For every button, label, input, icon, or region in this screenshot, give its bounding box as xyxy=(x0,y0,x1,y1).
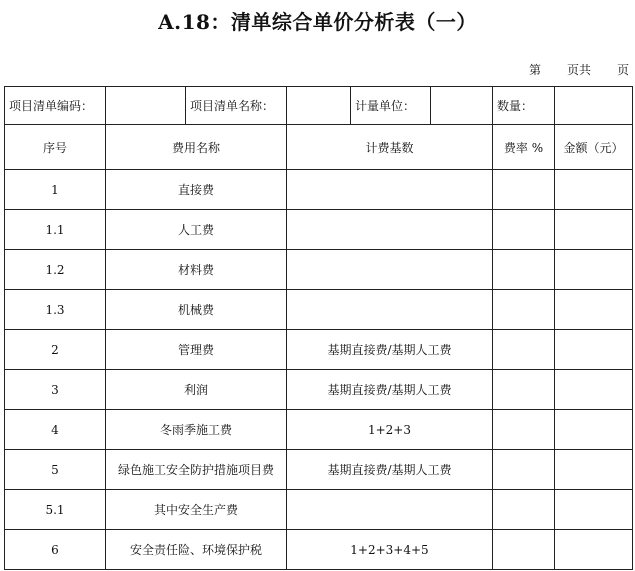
item-name-label: 项目清单名称： xyxy=(186,87,287,125)
row-rate[interactable] xyxy=(493,290,555,330)
row-no: 2 xyxy=(5,330,106,370)
row-amount[interactable] xyxy=(555,210,633,250)
table-row xyxy=(5,370,633,410)
row-amount[interactable] xyxy=(555,170,633,210)
row-no: 1.1 xyxy=(5,210,106,250)
info-row xyxy=(5,87,633,125)
row-fee-name: 人工费 xyxy=(106,210,287,250)
row-calc-base xyxy=(287,210,493,250)
row-rate[interactable] xyxy=(493,490,555,530)
row-amount[interactable] xyxy=(555,250,633,290)
page-label-ye-gong: 页共 xyxy=(566,63,591,77)
row-rate[interactable] xyxy=(493,450,555,490)
column-header-base: 计费基数 xyxy=(287,125,493,170)
row-fee-name: 冬雨季施工费 xyxy=(106,410,287,450)
quantity-value[interactable] xyxy=(555,87,633,125)
unit-price-analysis-table xyxy=(4,86,633,570)
row-amount[interactable] xyxy=(555,290,633,330)
row-fee-name: 机械费 xyxy=(106,290,287,330)
row-no: 1.3 xyxy=(5,290,106,330)
table-row xyxy=(5,290,633,330)
row-rate[interactable] xyxy=(493,210,555,250)
page-number-info xyxy=(529,61,629,78)
row-fee-name: 材料费 xyxy=(106,250,287,290)
table-row xyxy=(5,530,633,570)
table-row xyxy=(5,450,633,490)
item-code-label: 项目清单编码： xyxy=(5,87,106,125)
row-no: 5.1 xyxy=(5,490,106,530)
table-row xyxy=(5,250,633,290)
row-amount[interactable] xyxy=(555,490,633,530)
table-row xyxy=(5,170,633,210)
page-title: A.18：清单综合单价分析表（一） xyxy=(158,10,477,34)
table-row xyxy=(5,410,633,450)
row-fee-name: 安全责任险、环境保护税 xyxy=(106,530,287,570)
row-fee-name: 利润 xyxy=(106,370,287,410)
row-fee-name: 直接费 xyxy=(106,170,287,210)
row-no: 1.2 xyxy=(5,250,106,290)
row-calc-base xyxy=(287,250,493,290)
column-header-no: 序号 xyxy=(5,125,106,170)
row-calc-base xyxy=(287,170,493,210)
row-calc-base xyxy=(287,490,493,530)
row-rate[interactable] xyxy=(493,530,555,570)
column-header-rate: 费率 % xyxy=(493,125,555,170)
row-rate[interactable] xyxy=(493,330,555,370)
row-calc-base: 1+2+3+4+5 xyxy=(287,530,493,570)
table-row xyxy=(5,490,633,530)
row-rate[interactable] xyxy=(493,370,555,410)
row-no: 4 xyxy=(5,410,106,450)
row-amount[interactable] xyxy=(555,450,633,490)
row-rate[interactable] xyxy=(493,410,555,450)
item-name-value[interactable] xyxy=(287,87,351,125)
row-amount[interactable] xyxy=(555,370,633,410)
row-no: 1 xyxy=(5,170,106,210)
row-calc-base xyxy=(287,290,493,330)
row-calc-base: 基期直接费/基期人工费 xyxy=(287,330,493,370)
row-no: 3 xyxy=(5,370,106,410)
page-label-di: 第 xyxy=(528,63,541,77)
table-row xyxy=(5,210,633,250)
row-no: 5 xyxy=(5,450,106,490)
column-header-name: 费用名称 xyxy=(106,125,287,170)
header-row xyxy=(5,125,633,170)
column-header-amount: 金额（元） xyxy=(555,125,633,170)
row-amount[interactable] xyxy=(555,410,633,450)
row-calc-base: 1+2+3 xyxy=(287,410,493,450)
row-amount[interactable] xyxy=(555,530,633,570)
table-row xyxy=(5,330,633,370)
row-calc-base: 基期直接费/基期人工费 xyxy=(287,450,493,490)
unit-label: 计量单位： xyxy=(351,87,431,125)
row-amount[interactable] xyxy=(555,330,633,370)
row-fee-name: 绿色施工安全防护措施项目费 xyxy=(106,450,287,490)
quantity-label: 数量： xyxy=(493,87,555,125)
row-no: 6 xyxy=(5,530,106,570)
unit-value[interactable] xyxy=(431,87,493,125)
row-calc-base: 基期直接费/基期人工费 xyxy=(287,370,493,410)
page-label-ye: 页 xyxy=(616,63,629,77)
row-rate[interactable] xyxy=(493,170,555,210)
row-rate[interactable] xyxy=(493,250,555,290)
row-fee-name: 其中安全生产费 xyxy=(106,490,287,530)
item-code-value[interactable] xyxy=(106,87,186,125)
row-fee-name: 管理费 xyxy=(106,330,287,370)
